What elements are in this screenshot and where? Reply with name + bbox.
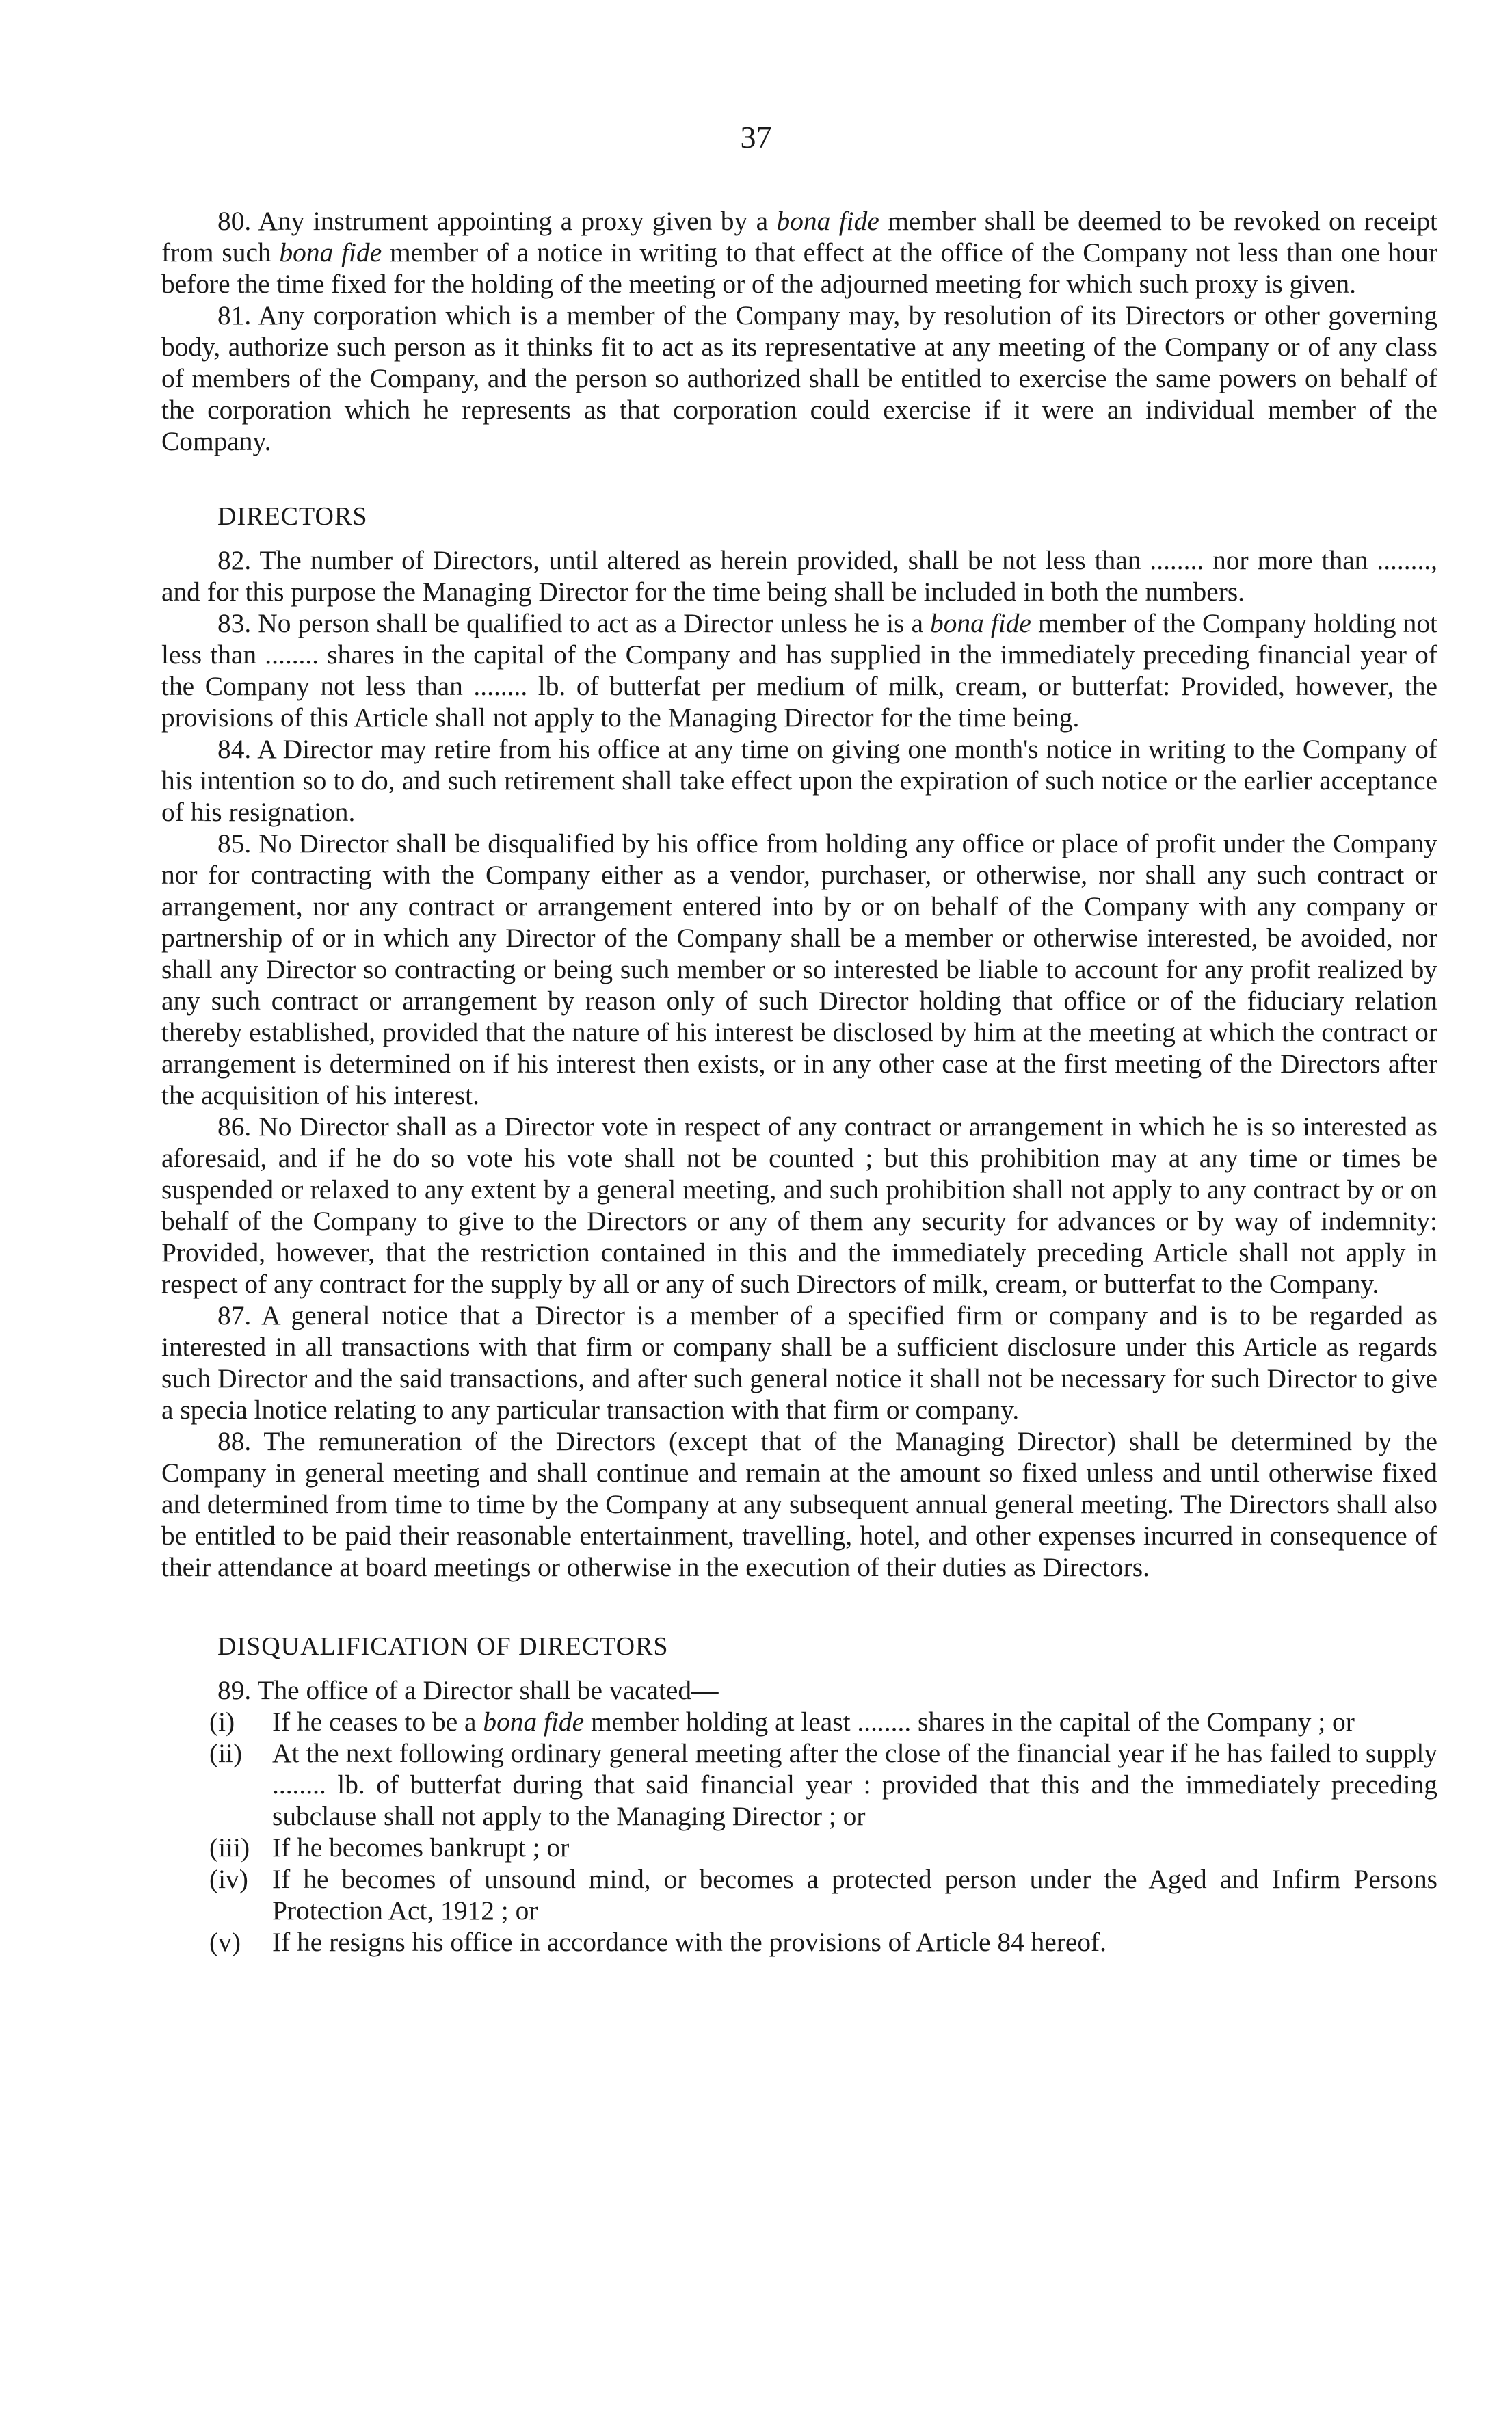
subclause-label: (i) [209, 1707, 235, 1737]
article-text: Any corporation which is a member of the Company may, by resolution of its Directors or other governing body, authorize such person as it thinks fit to act as its representative at any meeting of the Company or of any class of members of the Company, and the person so authorized shall be entitled to exercise the same powers on behalf of the corporation which he represents as that corporation could exercise if it were an individual member of the Company. [161, 300, 1437, 456]
article-text: A general notice that a Director is a member of a specified firm or company and is to be regarded as interested in all transactions with that firm or company shall be a sufficient disclosure under this Article as regards such Director and the said transactions, and after such general notice it shall not be necessary for such Director to give a specia lnotice relating to any particular transaction with that firm or company. [161, 1300, 1437, 1425]
article-text: The remuneration of the Directors (except that of the Managing Director) shall be determined by the Company in general meeting and shall continue and remain at the amount so fixed unless and until otherwise fixed and determined from time to time by the Company at any subsequent annual general meeting. The Directors shall also be entitled to be paid their reasonable entertainment, travelling, hotel, and other expenses incurred in consequence of their attendance at board meetings or otherwise in the execution of their duties as Directors. [161, 1426, 1438, 1582]
article-82 [161, 544, 1437, 607]
article-text: Any instrument appointing a proxy given by a [258, 206, 777, 236]
article-text: A Director may retire from his office at any time on giving one month's notice in writing to the Company of his intention so to do, and such retirement shall take effect upon the expiration of such notice or the earlier acceptance of his resignation. [161, 734, 1437, 827]
article-text: The number of Directors, until altered as herein provided, shall be not less than ........ nor more than ........, and for this purpose the Managing Director for the time being shall be included in both the numbers. [161, 545, 1437, 607]
document-body [161, 205, 1437, 1958]
subclause-i [161, 1706, 1437, 1737]
subclause-label: (ii) [209, 1738, 243, 1768]
italic-term: bona fide [279, 237, 382, 267]
article-number: 80. [217, 206, 252, 236]
article-83 [161, 607, 1437, 733]
article-87 [161, 1300, 1437, 1425]
subclause-text: If he becomes bankrupt ; or [272, 1832, 570, 1863]
article-text: member of the Company holding not less than ........ shares in the capital of the Company and has supplied in the immediately preceding financial year of the Company not less than ........ lb. of butterfat per medium of milk, cream, or butterfat: Provided, however, the provisions of this Article shall not apply to the Managing Director for the time being. [161, 608, 1437, 733]
article-number: 84. [217, 734, 252, 764]
article-number: 83. [217, 608, 252, 638]
subclause-text: At the next following ordinary general meeting after the close of the financial year if he has failed to supply ........ lb. of butterfat during that said financial year : provided that this and the immediately preceding subclause shall not apply to the Managing Director ; or [272, 1738, 1437, 1831]
article-89 [161, 1674, 1437, 1706]
article-text: No Director shall be disqualified by his office from holding any office or place of profit under the Company nor for contracting with the Company either as a vendor, purchaser, or otherwise, nor shall any such contract or arrangement, nor any contract or arrangement entered into by or on behalf of the Company with any company or partnership of or in which any Director of the Company shall be a member or otherwise interested, be avoided, nor shall any Director so contracting or being such member or so interested be liable to account for any profit realized by any such contract or arrangement by reason only of such Director holding that office or of the fiduciary relation thereby established, provided that the nature of his interest be disclosed by him at the meeting at which the contract or arrangement is determined on if his interest then exists, or in any other case at the first meeting of the Directors after the acquisition of his interest. [161, 828, 1437, 1110]
article-text: The office of a Director shall be vacated— [257, 1675, 719, 1705]
page-number: 37 [740, 120, 772, 155]
subclause-label: (v) [209, 1927, 241, 1957]
subclause-ii [161, 1737, 1437, 1832]
article-number: 82. [217, 545, 252, 575]
article-85 [161, 828, 1437, 1111]
subclause-text: If he becomes of unsound mind, or becomes a protected person under the Aged and Infirm Persons Protection Act, 1912 ; or [272, 1864, 1437, 1926]
subclause-text: If he resigns his office in accordance with the provisions of Article 84 hereof. [272, 1927, 1106, 1957]
italic-term: bona fide [483, 1707, 585, 1737]
article-text: member shall be deemed to be revoked on receipt from such [161, 206, 1437, 267]
subclause-label: (iii) [209, 1832, 250, 1863]
subclause-iv [161, 1863, 1437, 1926]
article-text: member of a notice in writing to that effect at the office of the Company not less than one hour before the time fixed for the holding of the meeting or of the adjourned meeting for which such proxy is given. [161, 237, 1437, 299]
article-number: 85. [217, 828, 252, 858]
article-number: 87. [217, 1300, 252, 1330]
article-number: 88. [217, 1426, 252, 1456]
section-heading-directors: DIRECTORS [217, 502, 368, 531]
article-86 [161, 1111, 1437, 1300]
article-81 [161, 300, 1437, 457]
article-number: 81. [217, 300, 252, 330]
article-text: No person shall be qualified to act as a Director unless he is a [258, 608, 931, 638]
subclause-label: (iv) [209, 1864, 248, 1894]
article-84 [161, 733, 1437, 828]
article-number: 86. [217, 1112, 252, 1142]
section-heading-disqualification: DISQUALIFICATION OF DIRECTORS [217, 1632, 669, 1661]
subclause-v [161, 1926, 1437, 1958]
subclause-text-part: member holding at least ........ shares in the capital of the Company ; or [584, 1707, 1355, 1737]
article-88 [161, 1425, 1437, 1583]
italic-term: bona fide [776, 206, 879, 236]
article-text: No Director shall as a Director vote in respect of any contract or arrangement in which he is so interested as aforesaid, and if he do so vote his vote shall not be counted ; but this prohibition may at any time or times be suspended or relaxed to any extent by a general meeting, and such prohibition shall not apply to any contract by or on behalf of the Company to give to the Directors or any of them any security for advances or by way of indemnity: Provided, however, that the restriction contained in this and the immediately preceding Article shall not apply in respect of any contract for the supply by all or any of such Directors of milk, cream, or butterfat to the Company. [161, 1112, 1437, 1299]
subclause-text-part: If he ceases to be a [272, 1707, 483, 1737]
subclause-iii [161, 1832, 1437, 1863]
subclause-text [272, 1706, 1437, 1737]
article-number: 89. [217, 1675, 252, 1705]
italic-term: bona fide [930, 608, 1031, 638]
article-80 [161, 205, 1437, 300]
